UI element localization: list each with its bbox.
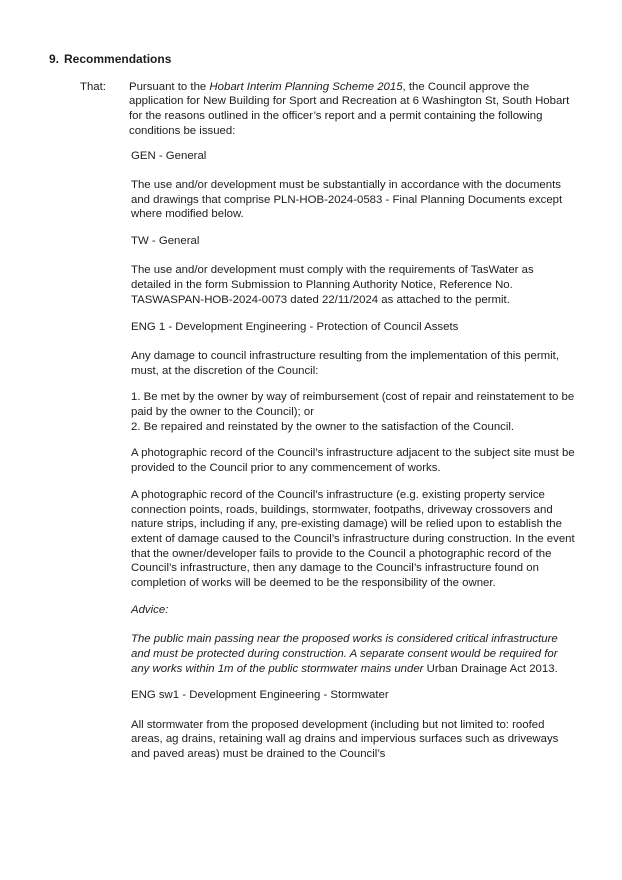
- conditions-list: [131, 149, 576, 762]
- condition-eng-sw1-body: All stormwater from the proposed development (including but not limited to: roofed areas, ag drains, retaining wall ag drains and impervious surfaces such as driveways and paved areas) must be drained to the Council’s: [131, 718, 559, 761]
- planning-scheme-title: Hobart Interim Planning Scheme 2015: [209, 80, 403, 93]
- recommendation-intro-row: [80, 80, 576, 139]
- condition-heading-eng-sw1: ENG sw1 - Development Engineering - Stormwater: [131, 689, 389, 702]
- condition-heading-gen: GEN - General: [131, 149, 207, 162]
- condition-heading-eng1: ENG 1 - Development Engineering - Protection of Council Assets: [131, 320, 459, 333]
- advice-label: Advice:: [131, 603, 169, 616]
- intro-text-post: , the Council approve the application for New Building for Sport and Recreation at 6 Washington St, South Hobart for the reasons outlined in the officer’s report and a permit containing the following conditions be issued:: [129, 80, 570, 137]
- section-number: 9.: [49, 52, 60, 66]
- condition-eng1-item-2: 2. Be repaired and reinstated by the owner to the satisfaction of the Council.: [131, 420, 515, 433]
- advice-paragraph: [131, 632, 576, 676]
- intro-text-pre: Pursuant to the: [129, 80, 210, 93]
- photographic-record-paragraph-2: A photographic record of the Council’s infrastructure (e.g. existing property service connection points, roads, buildings, stormwater, footpaths, driveway crossovers and nature strips, including if any, pre-existing damage) will be relied upon to establish the extent of damage caused to the Council’s infrastructure during construction. In the event that the owner/developer fails to provide to the Council a photographic record of the Council’s infrastructure, then any damage to the Council’s infrastructure found on completion of works will be deemed to be the responsibility of the owner.: [131, 488, 575, 590]
- section-title: Recommendations: [64, 52, 172, 66]
- section-heading: [49, 52, 576, 67]
- condition-gen-body: The use and/or development must be substantially in accordance with the documents and drawings that comprise PLN-HOB-2024-0583 - Final Planning Documents except where modified below.: [131, 178, 563, 221]
- condition-heading-tw: TW - General: [131, 235, 200, 248]
- recommendation-intro-paragraph: [129, 80, 574, 139]
- condition-eng1-item-1: 1. Be met by the owner by way of reimbursement (cost of repair and reinstatement to be paid by the owner to the Council); or: [131, 391, 575, 419]
- condition-tw-body: The use and/or development must comply with the requirements of TasWater as detailed in the form Submission to Planning Authority Notice, Reference No. TASWASPAN-HOB-2024-0073 dated 22/11/2024 as attached to the permit.: [131, 264, 534, 306]
- condition-eng1-intro: Any damage to council infrastructure resulting from the implementation of this permit, must, at the discretion of the Council:: [131, 349, 559, 377]
- advice-act-reference: Urban Drainage Act 2013.: [426, 662, 558, 675]
- photographic-record-paragraph-1: A photographic record of the Council’s infrastructure adjacent to the subject site must be provided to the Council prior to any commencement of works.: [131, 447, 575, 475]
- advice-italic-text: The public main passing near the proposed works is considered critical infrastructure and must be protected during construction. A separate consent would be required for any works within 1m of the public stormwater mains under: [131, 633, 558, 675]
- that-label: That:: [80, 80, 106, 93]
